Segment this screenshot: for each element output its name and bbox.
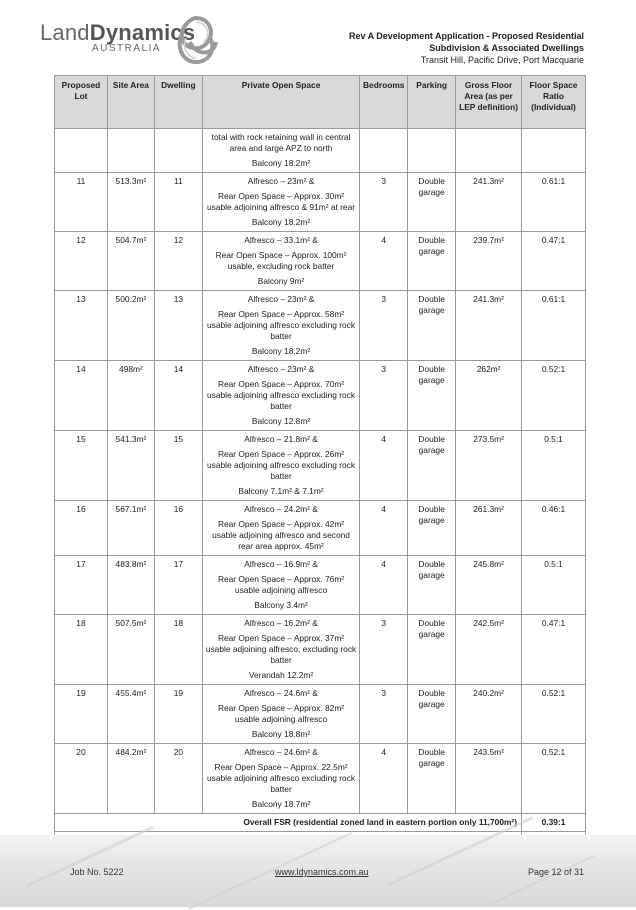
gfa-cell: 243.5m² [456,744,522,814]
gfa-cell: 242.5m² [456,615,522,685]
page-header [0,0,636,80]
col-fsr: Floor Space Ratio (Individual) [522,76,586,129]
area-cell: 507.5m² [107,615,154,685]
pos-cell: Alfresco – 23m² & Rear Open Space – Approx. 70m² usable adjoining alfresco excluding rock batter Balcony 12.8m² [202,361,359,431]
fsr-cell: 0.61:1 [522,173,586,232]
pos-cell: Alfresco – 16.2m² & Rear Open Space – Approx. 37m² usable adjoining alfresco, excluding rock batter Verandah 12.2m² [202,615,359,685]
bedrooms-cell: 3 [360,173,408,232]
gfa-cell: 262m² [456,361,522,431]
lot-schedule-table [54,75,586,850]
website-link[interactable]: www.ldynamics.com.au [275,867,369,877]
dwelling-cell: 12 [154,232,202,291]
dwelling-cell: 13 [154,291,202,361]
dwelling-cell: 14 [154,361,202,431]
parking-cell: Double garage [408,615,456,685]
dwelling-cell: 16 [154,501,202,556]
area-cell: 483.8m² [107,556,154,615]
total-value: 0.39:1 [522,814,586,832]
bedrooms-cell: 4 [360,431,408,501]
pos-cell: total with rock retaining wall in central area and large APZ to north Balcony 18.2m² [202,129,359,173]
fsr-cell: 0.47:1 [522,615,586,685]
gfa-cell: 241.3m² [456,291,522,361]
col-area: Site Area [107,76,154,129]
gfa-cell: 240.2m² [456,685,522,744]
lot-cell: 16 [55,501,108,556]
parking-cell: Double garage [408,744,456,814]
lot-cell: 20 [55,744,108,814]
pos-cell: Alfresco – 23m² & Rear Open Space – Approx. 58m² usable adjoining alfresco excluding rock batter Balcony 18.2m² [202,291,359,361]
pos-cell: Alfresco – 33.1m² & Rear Open Space – Approx. 100m² usable, excluding rock batter Balcony 9m² [202,232,359,291]
lot-cell: 14 [55,361,108,431]
lot-cell: 11 [55,173,108,232]
job-number: Job No. 5222 [70,867,124,877]
col-parking: Parking [408,76,456,129]
table-row [55,685,586,744]
bedrooms-cell: 3 [360,615,408,685]
col-lot: Proposed Lot [55,76,108,129]
dwelling-cell: 18 [154,615,202,685]
table-row [55,744,586,814]
pos-cell: Alfresco – 21.8m² & Rear Open Space – Approx. 26m² usable adjoining alfresco excluding rock batter Balcony 7.1m² & 7.1m² [202,431,359,501]
pos-cell: Alfresco – 23m² & Rear Open Space – Approx. 30m² usable adjoining alfresco & 91m² at rear Balcony 18.2m² [202,173,359,232]
gfa-cell: 273.5m² [456,431,522,501]
pos-cell: Alfresco – 24.6m² & Rear Open Space – Approx. 22.5m² usable adjoining alfresco excluding rock batter Balcony 18.7m² [202,744,359,814]
parking-cell: Double garage [408,556,456,615]
dwelling-cell: 20 [154,744,202,814]
table-row [55,556,586,615]
parking-cell: Double garage [408,232,456,291]
pos-cell: Alfresco – 24.2m² & Rear Open Space – Approx. 42m² usable adjoining alfresco and second rear area approx. 45m² [202,501,359,556]
col-pos: Private Open Space [202,76,359,129]
bedrooms-cell: 4 [360,744,408,814]
dwelling-cell: 17 [154,556,202,615]
lot-cell: 19 [55,685,108,744]
area-cell: 500.2m² [107,291,154,361]
table-row [55,232,586,291]
table-row [55,361,586,431]
parking-cell: Double garage [408,361,456,431]
fsr-cell: 0.46:1 [522,501,586,556]
parking-cell: Double garage [408,291,456,361]
bedrooms-cell: 3 [360,291,408,361]
fsr-cell: 0.47:1 [522,232,586,291]
fsr-cell: 0.5:1 [522,556,586,615]
parking-cell: Double garage [408,431,456,501]
table-row [55,615,586,685]
lot-cell: 15 [55,431,108,501]
logo-subtitle: AUSTRALIA [92,43,162,54]
total-label: Overall FSR (residential zoned land in eastern portion only 11,700m²) [55,814,522,832]
table-header-row [55,76,586,129]
lot-cell: 12 [55,232,108,291]
table-row-continued [55,129,586,173]
area-cell: 455.4m² [107,685,154,744]
parking-cell: Double garage [408,685,456,744]
table-row [55,501,586,556]
lot-cell: 18 [55,615,108,685]
fsr-cell: 0.61:1 [522,291,586,361]
dwelling-cell: 11 [154,173,202,232]
document-title: Rev A Development Application - Proposed Residential Subdivision & Associated Dwellings Transit Hill, Pacific Drive, Port Macquarie [348,31,584,65]
area-cell: 541.3m² [107,431,154,501]
logo-knot-icon [170,12,222,68]
bedrooms-cell: 3 [360,685,408,744]
gfa-cell: 239.7m² [456,232,522,291]
table-row [55,431,586,501]
col-dwelling: Dwelling [154,76,202,129]
bedrooms-cell: 4 [360,232,408,291]
dwelling-cell: 19 [154,685,202,744]
area-cell: 504.7m² [107,232,154,291]
table-row [55,173,586,232]
fsr-cell: 0.52:1 [522,685,586,744]
fsr-cell: 0.5:1 [522,431,586,501]
pos-cell: Alfresco – 16.9m² & Rear Open Space – Approx. 76m² usable adjoining alfresco Balcony 3.4m² [202,556,359,615]
gfa-cell: 241.3m² [456,173,522,232]
gfa-cell: 245.8m² [456,556,522,615]
lot-cell: 17 [55,556,108,615]
company-logo: LandDynamics [40,20,196,45]
gfa-cell: 261.3m² [456,501,522,556]
page-number: Page 12 of 31 [527,867,584,877]
table-row [55,291,586,361]
area-cell: 513.3m² [107,173,154,232]
lot-cell: 13 [55,291,108,361]
fsr-cell: 0.52:1 [522,361,586,431]
area-cell: 484.2m² [107,744,154,814]
col-gfa: Gross Floor Area (as per LEP definition) [456,76,522,129]
area-cell: 567.1m² [107,501,154,556]
fsr-cell: 0.52:1 [522,744,586,814]
bedrooms-cell: 4 [360,556,408,615]
parking-cell: Double garage [408,501,456,556]
bedrooms-cell: 3 [360,361,408,431]
dwelling-cell: 15 [154,431,202,501]
area-cell: 498m² [107,361,154,431]
bedrooms-cell: 4 [360,501,408,556]
col-bedrooms: Bedrooms [360,76,408,129]
parking-cell: Double garage [408,173,456,232]
pos-cell: Alfresco – 24.6m² & Rear Open Space – Approx. 82m² usable adjoining alfresco Balcony 18.8m² [202,685,359,744]
